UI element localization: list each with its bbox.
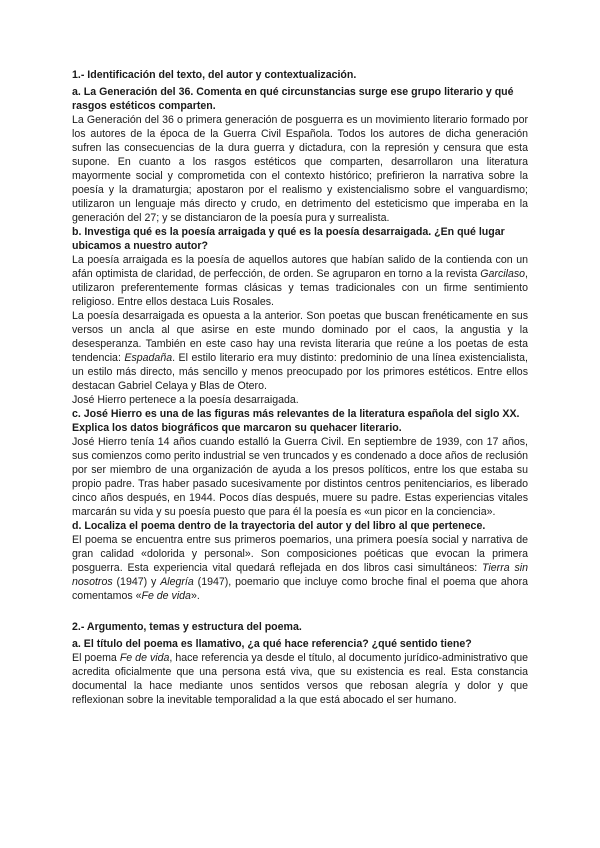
answer-1b-paragraph-3: José Hierro pertenece a la poesía desarraigada.: [72, 394, 299, 406]
question-1b: b. Investiga qué es la poesía arraigada y qué es la poesía desarraigada. ¿En qué lugar ubicamos a nuestro autor?: [72, 226, 505, 252]
answer-1b-paragraph-1: La poesía arraigada es la poesía de aquellos autores que habían salido de la contienda con un afán optimista de claridad, de perfección, de orden. Se agruparon en torno a la revista Garcilaso, utilizaron preferentemente formas clásicas y temas tradicionales con un firme sentimiento religioso. Entre ellos destaca Luis Rosales.: [72, 254, 528, 308]
fe-de-vida-title-2: Fe de vida: [119, 652, 170, 664]
answer-1a: La Generación del 36 o primera generación de posguerra es un movimiento literario formado por los autores de la época de la Guerra Civil Española. Todos los autores de dicha generación sufren las consecuencias de la dura guerra y dictadura, con la represión y censura que esta supone. En cuanto a los rasgos estéticos que comparten, desarrollaron una literatura mayormente social y comprometida con el contexto histórico; prefirieron la narrativa sobre la poesía y la dramaturgia; apostaron por el realismo y existencialismo sobre el vanguardismo; utilizaron un lenguaje más directo y crudo, en detrimento del esteticismo que imperaba en la generación del 27; y se distanciaron de la poesía pura y surrealista.: [72, 114, 528, 224]
question-1c: c. José Hierro es una de las figuras más relevantes de la literatura española del siglo XX. Explica los datos biográficos que marcaron su quehacer literario.: [72, 408, 520, 434]
answer-2a: El poema Fe de vida, hace referencia ya desde el título, al documento jurídico-administrativo que acredita oficialmente que una persona está viva, que su existencia es real. Esta constancia documental la hace mediante unos sentidos versos que rebosan alegría y dolor y que reflexionan sobre la inevitable temporalidad a la que está abocado el ser humano.: [72, 652, 529, 706]
answer-1b-paragraph-2: La poesía desarraigada es opuesta a la anterior. Son poetas que buscan frenéticamente en sus versos un ancla al que asirse en este mundo dominado por el caos, la angustia y la desesperanza. También en este caso hay una revista literaria que reúne a los poetas de esta tendencia: Espadaña. El estilo literario era muy distinto: predominio de una línea existencialista, un estilo más directo, más sencillo y menos preocupado por los primores estéticos. Entre ellos destacan Gabriel Celaya y Blas de Otero.: [72, 310, 528, 392]
espadana-title: Espadaña: [124, 352, 173, 364]
answer-1d: El poema se encuentra entre sus primeros poemarios, una primera poesía social y narrativa de gran calidad «dolorida y personal». Son composiciones poéticas que evocan la primera posguerra. Esta experiencia vital quedará reflejada en dos libros casi simultáneos: Tierra sin nosotros (1947) y Alegría (1947), poemario que incluye como broche final el poema que ahora comentamos «Fe de vida».: [72, 534, 528, 602]
fe-de-vida-title: Fe de vida: [141, 590, 191, 602]
garcilaso-title: Garcilaso: [480, 268, 526, 280]
section-2-heading: 2.- Argumento, temas y estructura del poema.: [72, 621, 302, 633]
answer-1c: José Hierro tenía 14 años cuando estalló la Guerra Civil. En septiembre de 1939, con 17 años, sus comienzos como perito industrial se ven truncados y es condenado a doce años de reclusión por ser miembro de una organización de ayuda a los presos políticos, entre los que estaba su propio padre. Tras haber pasado sucesivamente por distintos centros penitenciarios, es liberado cinco años después, en 1944. Pocos días después, muere su padre. Estas experiencias vitales marcarán su vida y su poesía puesto que para él la poesía es «un picor en la conciencia».: [72, 436, 528, 518]
question-1d: d. Localiza el poema dentro de la trayectoria del autor y del libro al que pertenece.: [72, 520, 486, 532]
question-1a: a. La Generación del 36. Comenta en qué circunstancias surge ese grupo literario y qué rasgos estéticos comparten.: [72, 86, 514, 112]
document-page: [72, 68, 528, 707]
tierra-sin-nosotros-title: Tierra sin nosotros: [72, 562, 528, 588]
alegria-title: Alegría: [160, 576, 194, 588]
question-2a: a. El título del poema es llamativo, ¿a qué hace referencia? ¿qué sentido tiene?: [72, 638, 472, 650]
section-1-heading: 1.- Identificación del texto, del autor y contextualización.: [72, 69, 357, 81]
